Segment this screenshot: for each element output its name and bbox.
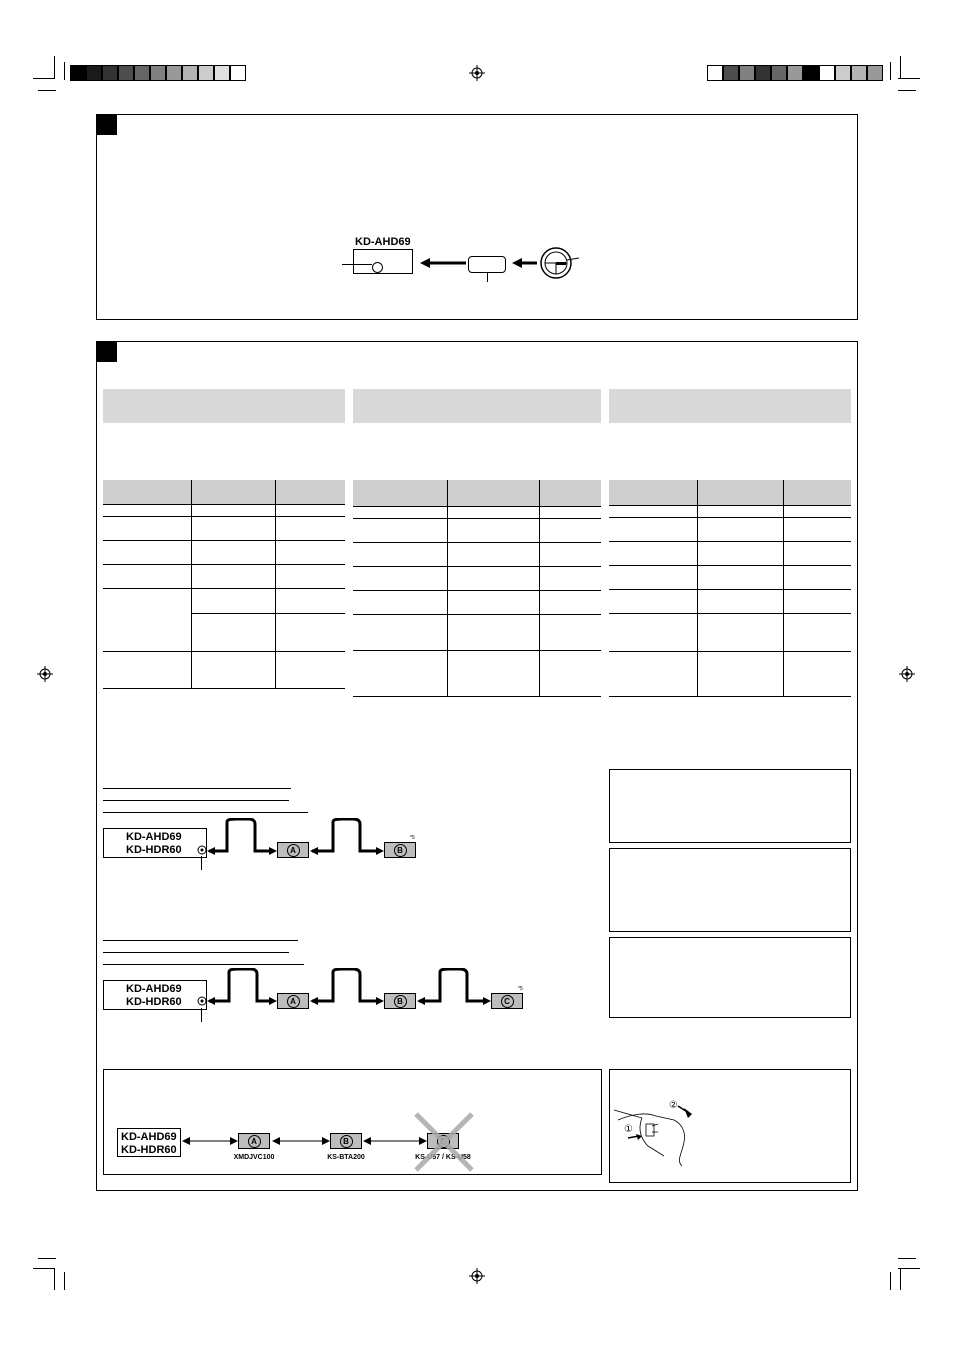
text-underline — [103, 964, 304, 965]
color-swatch — [803, 65, 819, 81]
table-row — [103, 588, 345, 589]
table-row — [353, 566, 601, 567]
color-swatch — [723, 65, 739, 81]
step-number: ① — [624, 1124, 633, 1135]
antenna-icon — [539, 246, 581, 280]
antenna-jack-icon — [372, 262, 383, 273]
table-header-row — [609, 480, 851, 506]
cable-path — [207, 968, 497, 1012]
device-a: A — [277, 993, 309, 1009]
table-row — [609, 589, 851, 590]
device-label: KS-U57 / KS-U58 — [415, 1154, 471, 1161]
unit-model-label: KD-AHD69 — [355, 236, 411, 248]
color-swatch — [739, 65, 755, 81]
color-swatch — [835, 65, 851, 81]
table-row — [103, 516, 345, 517]
leader-line — [487, 272, 488, 282]
section-2 — [96, 341, 858, 1191]
table-header-row — [353, 480, 601, 507]
connection-arrows — [182, 1135, 432, 1147]
model-label: KD-HDR60 — [126, 844, 182, 856]
note-box-2 — [609, 848, 851, 932]
color-swatch — [182, 65, 198, 81]
color-swatch — [134, 65, 150, 81]
table-row — [103, 651, 345, 652]
note-box-1 — [609, 769, 851, 843]
leader-line — [342, 264, 372, 265]
registration-mark-icon — [469, 65, 485, 81]
text-underline — [103, 812, 308, 813]
head-unit — [353, 249, 413, 274]
column-header-1 — [103, 389, 345, 423]
model-label: KD-AHD69 — [121, 1131, 177, 1143]
color-swatch — [230, 65, 246, 81]
color-swatch — [851, 65, 867, 81]
color-swatch — [214, 65, 230, 81]
section-1 — [96, 114, 858, 320]
color-swatch — [198, 65, 214, 81]
color-swatch — [771, 65, 787, 81]
model-label: KD-AHD69 — [126, 831, 182, 843]
device-b: B — [384, 842, 416, 858]
table-row — [103, 564, 345, 565]
device-c: C — [491, 993, 523, 1009]
table-row — [353, 696, 601, 697]
table-row — [353, 590, 601, 591]
note-box-3 — [609, 937, 851, 1018]
registration-mark-icon — [37, 666, 53, 682]
table-row — [353, 650, 601, 651]
registration-mark-icon — [899, 666, 915, 682]
table-header-row — [103, 480, 345, 505]
registration-mark-icon — [469, 1268, 485, 1284]
column-header-2 — [353, 389, 601, 423]
color-swatch — [118, 65, 134, 81]
crossed-out-icon — [413, 1112, 475, 1172]
color-swatch — [86, 65, 102, 81]
color-swatch — [787, 65, 803, 81]
table-row — [609, 565, 851, 566]
head-unit-box — [117, 1128, 181, 1157]
section-marker — [97, 115, 117, 135]
step-number: ② — [669, 1100, 678, 1111]
table-row — [191, 613, 345, 614]
footnote-mark: *5 — [518, 986, 523, 992]
column-header-3 — [609, 389, 851, 423]
device-b: B — [384, 993, 416, 1009]
text-underline — [103, 788, 291, 789]
color-swatch — [150, 65, 166, 81]
color-swatch — [166, 65, 182, 81]
table-row — [609, 651, 851, 652]
model-label: KD-HDR60 — [121, 1144, 177, 1156]
color-swatch — [755, 65, 771, 81]
table-row — [353, 614, 601, 615]
model-label: KD-HDR60 — [126, 996, 182, 1008]
device-a: A — [238, 1133, 270, 1149]
table-row — [609, 517, 851, 518]
color-swatch — [819, 65, 835, 81]
model-label: KD-AHD69 — [126, 983, 182, 995]
device-label: KS-BTA200 — [327, 1154, 365, 1161]
color-swatch — [707, 65, 723, 81]
head-unit-box — [103, 980, 207, 1010]
table-row — [609, 696, 851, 697]
color-swatch — [867, 65, 883, 81]
arrow-icon — [512, 258, 538, 268]
text-underline — [103, 940, 298, 941]
table-row — [609, 613, 851, 614]
table-row — [609, 541, 851, 542]
arrow-icon — [420, 258, 468, 268]
table-row — [103, 540, 345, 541]
head-unit-box — [103, 828, 207, 858]
footnote-mark: *5 — [410, 835, 415, 841]
color-swatch — [102, 65, 118, 81]
tuner-box — [468, 256, 506, 273]
section-marker — [97, 342, 117, 362]
text-underline — [103, 952, 289, 953]
text-underline — [103, 800, 289, 801]
table-row — [103, 688, 345, 689]
device-a: A — [277, 842, 309, 858]
device-label: XMDJVC100 — [233, 1154, 275, 1161]
table-row — [353, 518, 601, 519]
table-row — [353, 542, 601, 543]
color-swatch — [70, 65, 86, 81]
device-b: B — [330, 1133, 362, 1149]
